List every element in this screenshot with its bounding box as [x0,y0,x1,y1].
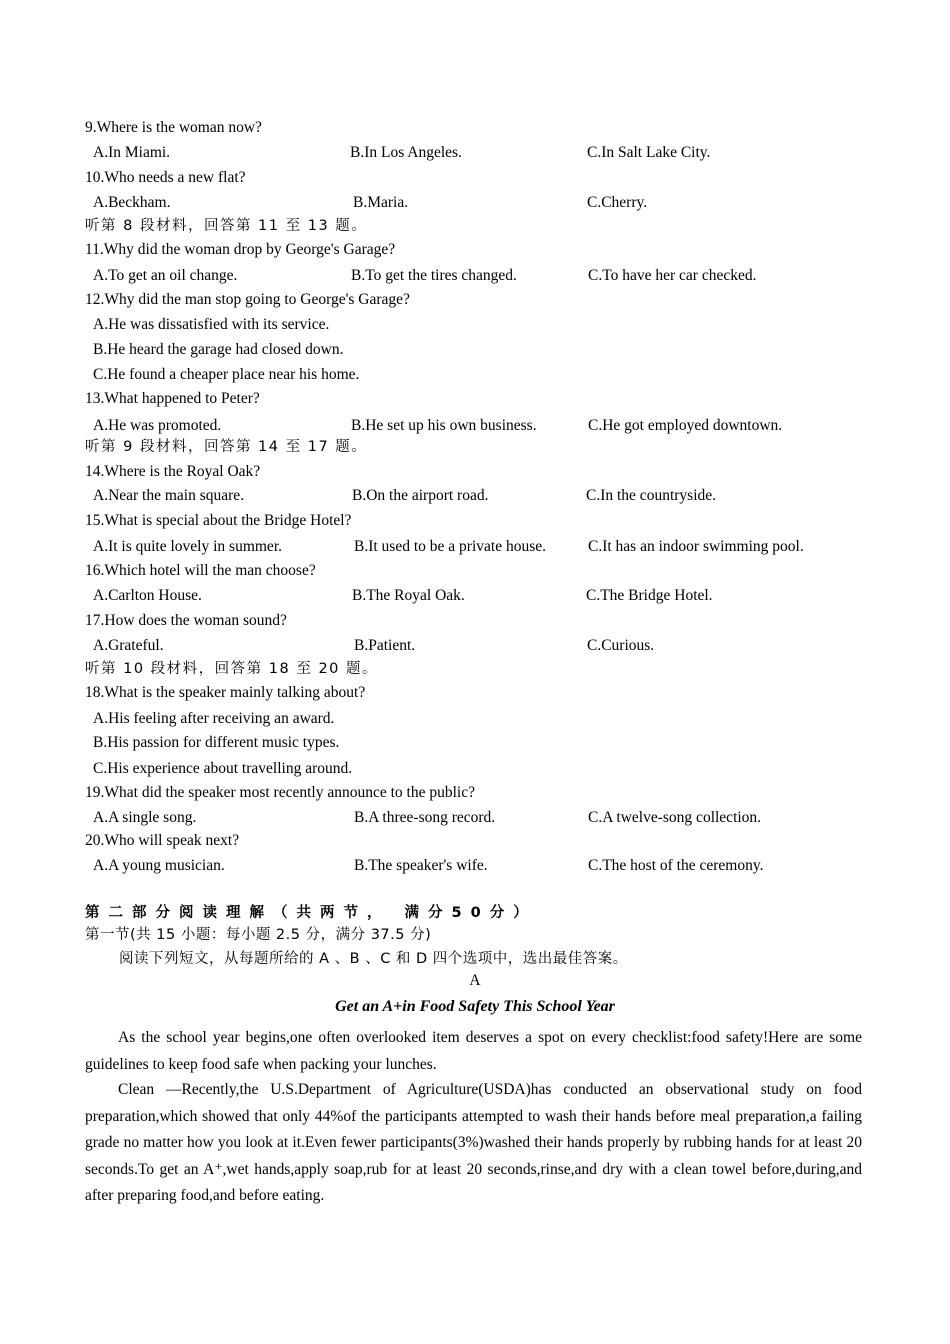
q14-option-b: B.On the airport road. [352,487,489,504]
question-15: 15.What is special about the Bridge Hotel? [85,512,352,529]
q14-option-a: A.Near the main square. [93,487,245,504]
section-8-instruction: 听第 8 段材料，回答第 11 至 13 题。 [85,218,368,234]
q11-option-a: A.To get an oil change. [93,267,238,284]
q15-option-b: B.It used to be a private house. [354,538,546,555]
q19-option-c: C.A twelve-song collection. [588,809,762,826]
question-19: 19.What did the speaker most recently announce to the public? [85,784,475,801]
q17-option-a: A.Grateful. [93,637,164,654]
q14-option-c: C.In the countryside. [586,487,717,504]
q20-option-b: B.The speaker's wife. [354,857,488,874]
q18-option-a: A.His feeling after receiving an award. [93,710,335,727]
q13-option-c: C.He got employed downtown. [588,417,783,434]
q19-option-a: A.A single song. [93,809,197,826]
q18-option-b: B.His passion for different music types. [93,734,340,751]
passage-letter: A [469,972,481,989]
q15-option-c: C.It has an indoor swimming pool. [588,538,804,555]
q20-option-a: A.A young musician. [93,857,225,874]
q18-option-c: C.His experience about travelling around. [93,760,353,777]
q10-option-c: C.Cherry. [587,194,648,211]
passage-paragraph-2 [85,1077,862,1210]
question-17: 17.How does the woman sound? [85,612,287,629]
section-1-heading: 第一节(共 15 小题：每小题 2.5 分，满分 37.5 分) [85,927,432,943]
q11-option-b: B.To get the tires changed. [351,267,517,284]
question-20: 20.Who will speak next? [85,832,240,849]
question-13: 13.What happened to Peter? [85,390,260,407]
reading-instruction: 阅读下列短文，从每题所给的 A 、B 、C 和 D 四个选项中，选出最佳答案。 [119,951,628,967]
q12-option-c: C.He found a cheaper place near his home. [93,366,360,383]
q16-option-c: C.The Bridge Hotel. [586,587,713,604]
q12-option-b: B.He heard the garage had closed down. [93,341,344,358]
q16-option-b: B.The Royal Oak. [352,587,465,604]
q16-option-a: A.Carlton House. [93,587,202,604]
q9-option-a: A.In Miami. [93,144,171,161]
q15-option-a: A.It is quite lovely in summer. [93,538,282,555]
section-10-instruction: 听第 10 段材料，回答第 18 至 20 题。 [85,661,379,677]
question-12: 12.Why did the man stop going to George's Garage? [85,291,410,308]
question-9: 9.Where is the woman now? [85,119,262,136]
section-9-instruction: 听第 9 段材料，回答第 14 至 17 题。 [85,439,368,455]
q17-option-c: C.Curious. [587,637,655,654]
q13-option-a: A.He was promoted. [93,417,222,434]
part-2-heading: 第二部分阅读理解（共两节， 满分50分） [85,905,537,921]
question-10: 10.Who needs a new flat? [85,169,246,186]
passage-title: Get an A+in Food Safety This School Year [335,998,615,1015]
question-16: 16.Which hotel will the man choose? [85,562,316,579]
question-14: 14.Where is the Royal Oak? [85,463,261,480]
paragraph-1-text: As the school year begins,one often overlooked item deserves a spot on every checklist:food safety!Here are some guidelines to keep food safe when packing your lunches. [85,1029,862,1073]
q10-option-a: A.Beckham. [93,194,171,211]
paragraph-2-text: Clean —Recently,the U.S.Department of Agriculture(USDA)has conducted an observational study on food preparation,which showed that only 44%of the participants attempted to wash their hands before meal preparation,a failing grade no matter how you look at it.Even fewer participants(3%)washed their hands properly by rubbing hands for at least 20 seconds.To get an A⁺,wet hands,apply soap,rub for at least 20 seconds,rinse,and dry with a clean towel before,during,and after preparing food,and before eating. [85,1081,862,1204]
q12-option-a: A.He was dissatisfied with its service. [93,316,330,333]
q20-option-c: C.The host of the ceremony. [588,857,764,874]
q9-option-b: B.In Los Angeles. [350,144,462,161]
q13-option-b: B.He set up his own business. [351,417,537,434]
passage-paragraph-1 [85,1025,862,1078]
q9-option-c: C.In Salt Lake City. [587,144,711,161]
q10-option-b: B.Maria. [353,194,409,211]
question-18: 18.What is the speaker mainly talking about? [85,684,366,701]
q11-option-c: C.To have her car checked. [588,267,757,284]
q19-option-b: B.A three-song record. [354,809,496,826]
question-11: 11.Why did the woman drop by George's Garage? [85,241,396,258]
q17-option-b: B.Patient. [354,637,416,654]
